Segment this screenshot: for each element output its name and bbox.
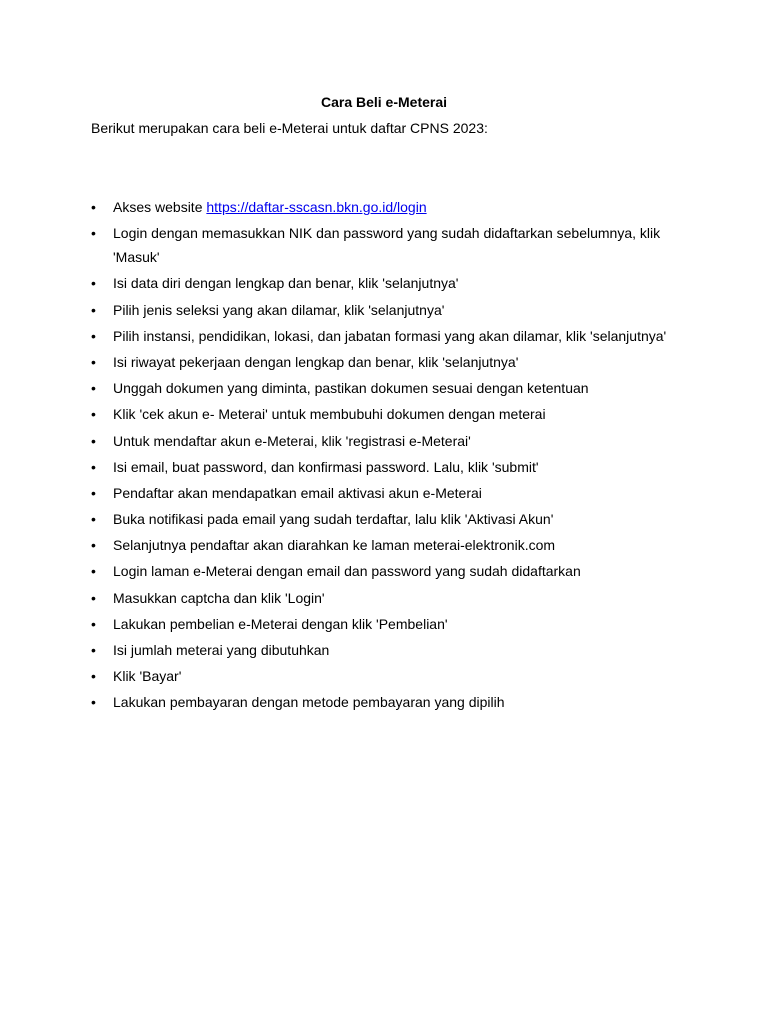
bullet-icon: • — [91, 406, 96, 423]
step-text: Lakukan pembayaran dengan metode pembayaran yang dipilih — [113, 694, 505, 711]
step-text: Login laman e-Meterai dengan email dan password yang sudah didaftarkan — [113, 563, 581, 580]
step-text: Akses website — [113, 199, 207, 215]
list-item — [91, 664, 691, 688]
bullet-icon: • — [91, 199, 96, 215]
bullet-icon: • — [91, 432, 96, 449]
step-text: Isi riwayat pekerjaan dengan lengkap dan benar, klik 'selanjutnya' — [113, 353, 519, 370]
bullet-icon: • — [91, 458, 96, 475]
list-item — [91, 324, 691, 348]
bullet-icon: • — [91, 511, 96, 528]
bullet-icon: • — [91, 484, 96, 501]
list-item — [91, 559, 691, 583]
step-text: Login dengan memasukkan NIK dan password yang sudah didaftarkan sebelumnya, klik 'Masuk' — [113, 225, 661, 266]
bullet-icon: • — [91, 642, 96, 658]
list-item — [91, 429, 691, 453]
list-item — [91, 690, 691, 714]
step-text: Isi data diri dengan lengkap dan benar, klik 'selanjutnya' — [113, 275, 459, 292]
list-item — [91, 455, 691, 479]
document-title: Cara Beli e-Meterai — [320, 94, 448, 110]
bullet-icon: • — [91, 225, 96, 242]
bullet-icon: • — [91, 563, 96, 580]
list-item — [91, 376, 691, 400]
bullet-icon: • — [91, 694, 96, 711]
step-text: Pilih instansi, pendidikan, lokasi, dan jabatan formasi yang akan dilamar, klik 'selanjutnya' — [113, 327, 667, 344]
bullet-icon: • — [91, 668, 96, 685]
step-text: Selanjutnya pendaftar akan diarahkan ke laman meterai-elektronik.com — [113, 537, 556, 554]
steps-list — [91, 195, 691, 717]
bullet-icon: • — [91, 537, 96, 554]
step-text: Untuk mendaftar akun e-Meterai, klik 'registrasi e-Meterai' — [113, 432, 471, 449]
step-text: Klik 'Bayar' — [113, 668, 182, 685]
bullet-icon: • — [91, 275, 96, 292]
list-item — [91, 507, 691, 531]
bullet-icon: • — [91, 327, 96, 344]
list-item — [91, 612, 691, 636]
list-item — [91, 586, 691, 610]
intro-paragraph: Berikut merupakan cara beli e-Meterai untuk daftar CPNS 2023: — [91, 120, 488, 136]
step-text: Pilih jenis seleksi yang akan dilamar, klik 'selanjutnya' — [113, 301, 445, 318]
bullet-icon: • — [91, 301, 96, 318]
step-text: Klik 'cek akun e- Meterai' untuk membubuhi dokumen dengan meterai — [113, 406, 546, 423]
step-text: Masukkan captcha dan klik 'Login' — [113, 589, 325, 606]
step-text: Buka notifikasi pada email yang sudah terdaftar, lalu klik 'Aktivasi Akun' — [113, 511, 554, 528]
step-text: Isi jumlah meterai yang dibutuhkan — [113, 642, 330, 658]
list-item — [91, 221, 691, 269]
list-item — [91, 271, 691, 295]
list-item — [91, 402, 691, 426]
bullet-icon: • — [91, 353, 96, 370]
bullet-icon: • — [91, 380, 96, 397]
list-item — [91, 195, 691, 219]
list-item — [91, 350, 691, 374]
bullet-icon: • — [91, 615, 96, 632]
list-item — [91, 481, 691, 505]
list-item — [91, 533, 691, 557]
step-text: Isi email, buat password, dan konfirmasi password. Lalu, klik 'submit' — [113, 458, 539, 475]
website-link[interactable]: https://daftar-sscasn.bkn.go.id/login — [206, 199, 427, 215]
step-text: Lakukan pembelian e-Meterai dengan klik 'Pembelian' — [113, 615, 448, 632]
bullet-icon: • — [91, 589, 96, 606]
step-text: Pendaftar akan mendapatkan email aktivasi akun e-Meterai — [113, 484, 482, 501]
list-item — [91, 298, 691, 322]
list-item — [91, 638, 691, 662]
step-text: Unggah dokumen yang diminta, pastikan dokumen sesuai dengan ketentuan — [113, 380, 589, 397]
